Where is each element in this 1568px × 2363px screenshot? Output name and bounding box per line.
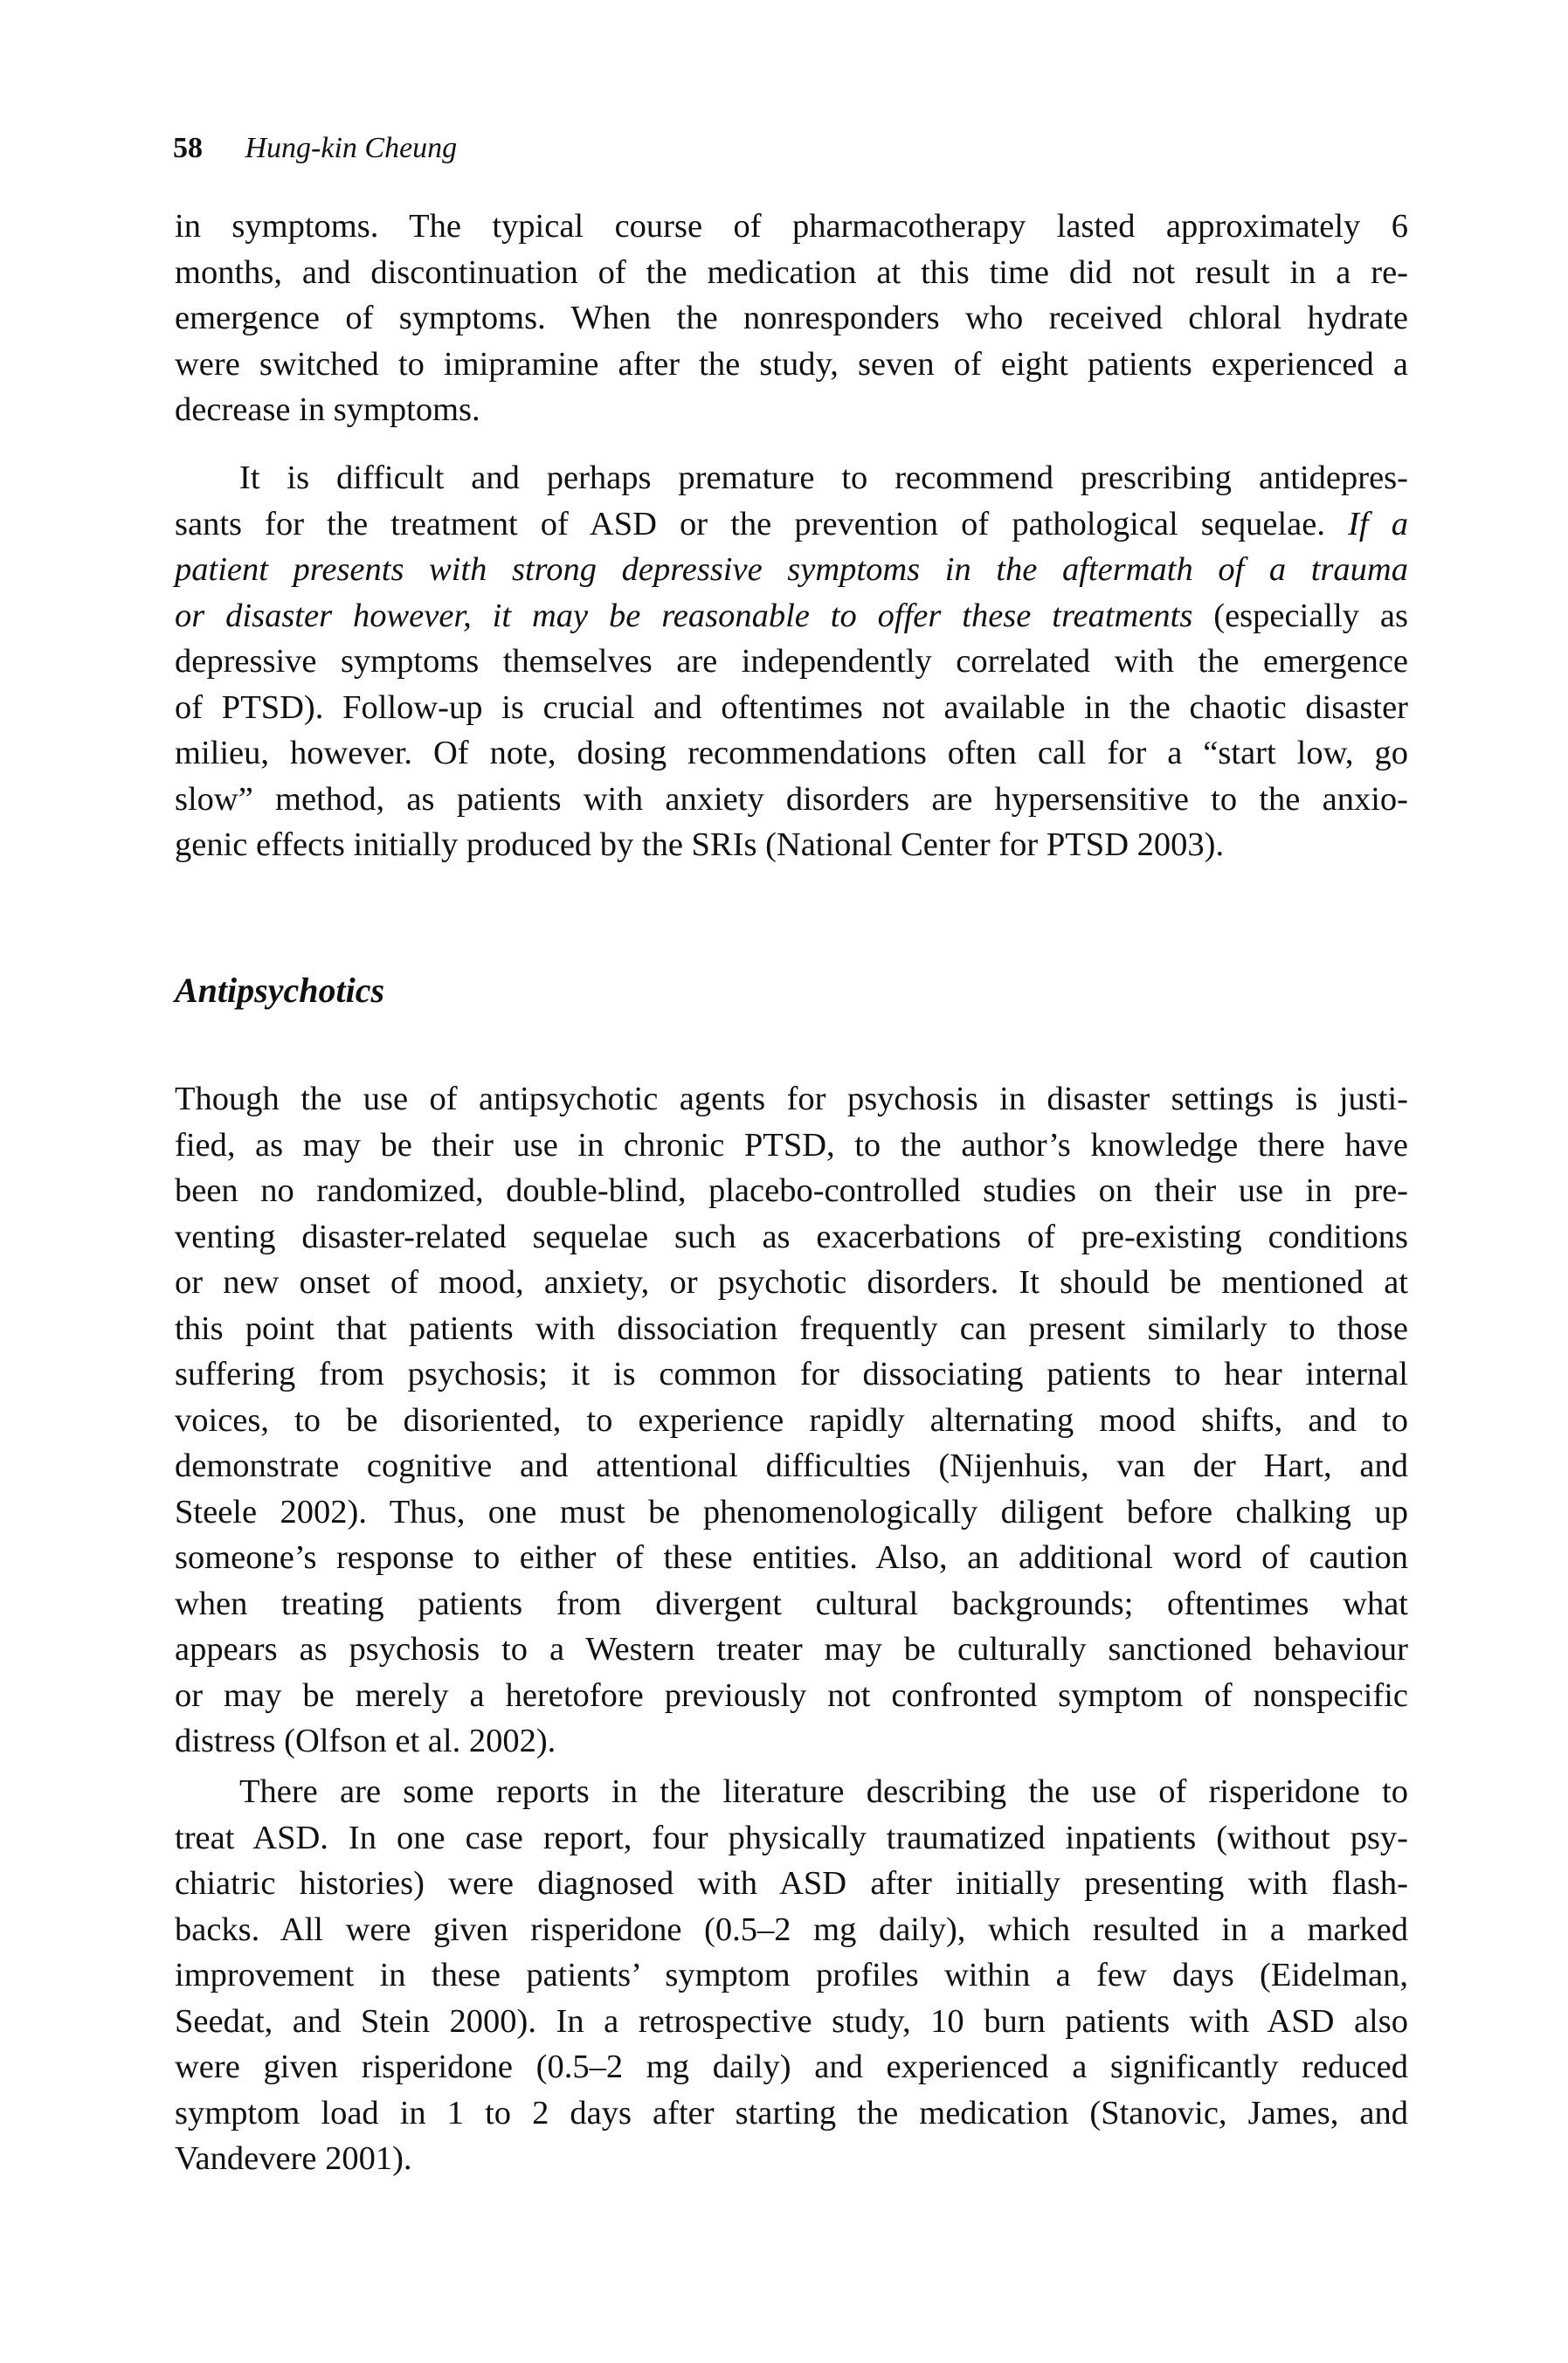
text-line: chiatric histories) were diagnosed with ASD after initially presenting with flash- <box>175 1865 1408 1902</box>
text-line: were switched to imipramine after the study, seven of eight patients experienced a <box>175 345 1408 383</box>
emphasis-text: If a <box>1348 505 1408 542</box>
text-line: Seedat, and Stein 2000). In a retrospective study, 10 burn patients with ASD also <box>175 2002 1408 2040</box>
text-line: Though the use of antipsychotic agents for psychosis in disaster settings is justi- <box>175 1081 1408 1117</box>
text-line: There are some reports in the literature describing the use of risperidone to <box>239 1773 1408 1810</box>
text-line: distress (Olfson et al. 2002). <box>175 1723 556 1759</box>
text-line: slow” method, as patients with anxiety disorders are hypersensitive to the anxio- <box>175 780 1408 818</box>
text-line: Vandevere 2001). <box>175 2140 412 2177</box>
text-segment: (especially as <box>1192 597 1408 634</box>
text-line: when treating patients from divergent cultural backgrounds; oftentimes what <box>175 1585 1408 1622</box>
text-line: milieu, however. Of note, dosing recommendations often call for a “start low, go <box>175 735 1408 771</box>
page-number: 58 <box>173 132 203 164</box>
text-line: It is difficult and perhaps premature to recommend prescribing antidepres- <box>239 459 1408 496</box>
emphasis-line: patient presents with strong depressive symptoms in the aftermath of a trauma <box>175 551 1408 588</box>
running-author: Hung-kin Cheung <box>245 132 458 164</box>
text-line: suffering from psychosis; it is common for dissociating patients to hear internal <box>175 1356 1408 1392</box>
text-line: or new onset of mood, anxiety, or psychotic disorders. It should be mentioned at <box>175 1264 1408 1301</box>
text-line: months, and discontinuation of the medication at this time did not result in a re- <box>175 253 1408 291</box>
text-line: been no randomized, double-blind, placebo-controlled studies on their use in pre- <box>175 1172 1408 1209</box>
text-line: decrease in symptoms. <box>175 391 480 428</box>
text-line: genic effects initially produced by the SRIs (National Center for PTSD 2003). <box>175 826 1225 863</box>
text-line <box>175 501 1408 548</box>
text-line: someone’s response to either of these entities. Also, an additional word of caution <box>175 1539 1408 1576</box>
emphasis-text: or disaster however, it may be reasonable to offer these treatments <box>175 597 1193 634</box>
running-header <box>173 129 457 168</box>
text-line: in symptoms. The typical course of pharmacotherapy lasted approximately 6 <box>175 208 1408 245</box>
text-line: were given risperidone (0.5–2 mg daily) and experienced a significantly reduced <box>175 2049 1408 2085</box>
text-line: or may be merely a heretofore previously not confronted symptom of nonspecific <box>175 1676 1408 1714</box>
text-line: fied, as may be their use in chronic PTSD, to the author’s knowledge there have <box>175 1126 1408 1164</box>
text-line: appears as psychosis to a Western treater may be culturally sanctioned behaviour <box>175 1631 1408 1668</box>
text-line: symptom load in 1 to 2 days after starting the medication (Stanovic, James, and <box>175 2094 1408 2132</box>
text-line: of PTSD). Follow-up is crucial and oftentimes not available in the chaotic disaster <box>175 688 1408 726</box>
text-line: backs. All were given risperidone (0.5–2 mg daily), which resulted in a marked <box>175 1910 1408 1948</box>
paragraph-antidepressants <box>175 455 1408 868</box>
text-line: voices, to be disoriented, to experience rapidly alternating mood shifts, and to <box>175 1401 1408 1439</box>
text-line: improvement in these patients’ symptom profiles within a few days (Eidelman, <box>175 1957 1408 1993</box>
text-line: depressive symptoms themselves are independently correlated with the emergence <box>175 643 1408 680</box>
paragraph-continuation <box>175 204 1408 433</box>
text-line: this point that patients with dissociation frequently can present similarly to those <box>175 1309 1408 1347</box>
text-line: treat ASD. In one case report, four physically traumatized inpatients (without psy- <box>175 1819 1408 1856</box>
text-line: emergence of symptoms. When the nonresponders who received chloral hydrate <box>175 300 1408 336</box>
paragraph-antipsychotics <box>175 1076 1408 1765</box>
section-heading: Antipsychotics <box>175 971 385 1010</box>
text-line: venting disaster-related sequelae such as exacerbations of pre-existing conditions <box>175 1218 1408 1255</box>
text-line: demonstrate cognitive and attentional difficulties (Nijenhuis, van der Hart, and <box>175 1448 1408 1484</box>
text-segment: sants for the treatment of ASD or the prevention of pathological sequelae. <box>175 505 1349 542</box>
text-line <box>175 593 1408 639</box>
text-line: Steele 2002). Thus, one must be phenomenologically diligent before chalking up <box>175 1493 1408 1530</box>
paragraph-risperidone <box>175 1769 1408 2182</box>
